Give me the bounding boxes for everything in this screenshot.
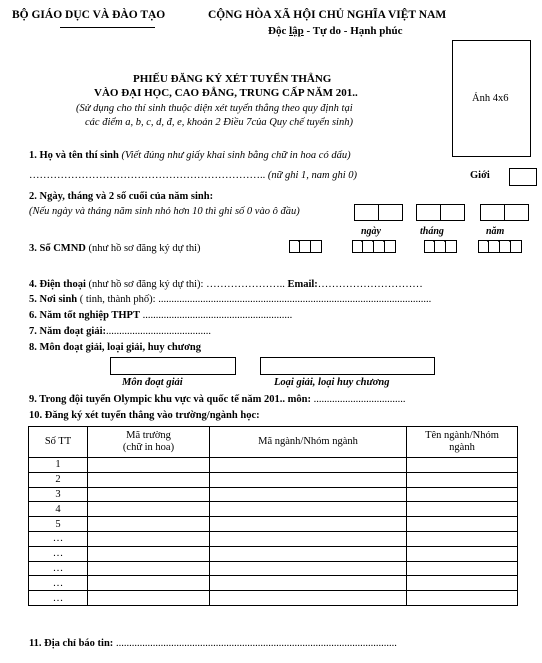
birth-year-box-2[interactable] <box>504 204 529 221</box>
id-number-cells-2[interactable] <box>352 240 396 253</box>
table-row <box>29 591 518 606</box>
major-name-cell[interactable] <box>407 472 518 487</box>
row-number: 5 <box>29 517 88 532</box>
id-cell[interactable] <box>511 240 522 253</box>
row-number: 4 <box>29 502 88 517</box>
field-1-title: 1. Họ và tên thí sinh <box>29 150 119 161</box>
field-1-note: (Viết đúng như giấy khai sinh bằng chữ in hoa có dấu) <box>118 150 351 161</box>
school-code-cell[interactable] <box>88 517 210 532</box>
form-subtitle-note: (Sử dụng cho thí sinh thuộc diện xét tuyển thẳng theo quy định tại <box>76 103 353 114</box>
motto-part-3: - Tự do - Hạnh phúc <box>303 25 403 37</box>
prize-subject-box[interactable] <box>110 357 236 375</box>
form-subtitle-note-2: các điểm a, b, c, d, đ, e, khoản 2 Điều 7của Quy chế tuyển sinh) <box>85 117 353 128</box>
field-8-label: 8. Môn đoạt giải, loại giải, huy chương <box>29 342 201 353</box>
field-9-line[interactable] <box>29 394 405 405</box>
major-name-cell[interactable] <box>407 502 518 517</box>
motto-part-1: Độc <box>268 25 290 37</box>
id-cell[interactable] <box>311 240 322 253</box>
birth-day-box-1[interactable] <box>354 204 379 221</box>
republic-name: CỘNG HÒA XÃ HỘI CHỦ NGHĨA VIỆT NAM <box>208 9 447 21</box>
row-number: … <box>29 546 88 561</box>
row-number: 3 <box>29 487 88 502</box>
table-row <box>29 502 518 517</box>
table-row <box>29 487 518 502</box>
photo-label: Ảnh 4x6 <box>472 93 509 104</box>
col-header-major-name: Tên ngành/Nhóm ngành <box>407 427 518 458</box>
major-code-cell[interactable] <box>210 487 407 502</box>
field-4-title: 4. Điện thoại <box>29 279 86 290</box>
field-7-dots: ........................................ <box>106 326 211 337</box>
prize-type-caption: Loại giải, loại huy chương <box>274 377 390 388</box>
table-row <box>29 576 518 591</box>
id-cell[interactable] <box>300 240 311 253</box>
table-body <box>29 458 518 606</box>
field-1-line[interactable] <box>29 170 357 181</box>
school-code-cell[interactable] <box>88 502 210 517</box>
year-label: năm <box>486 226 505 237</box>
birth-day-box-2[interactable] <box>378 204 403 221</box>
school-code-cell[interactable] <box>88 487 210 502</box>
field-3-label <box>29 243 201 254</box>
row-number: … <box>29 576 88 591</box>
field-4-line[interactable] <box>29 279 423 290</box>
table-row <box>29 472 518 487</box>
field-9-title: 9. Trong đội tuyển Olympic khu vực và quốc tế năm 201.. môn: <box>29 394 311 405</box>
table-header-row <box>29 427 518 458</box>
school-code-cell[interactable] <box>88 546 210 561</box>
motto-part-2: lập <box>289 25 304 37</box>
email-dots: ………………………… <box>317 279 423 290</box>
id-number-cells-3[interactable] <box>424 240 457 253</box>
prize-type-box[interactable] <box>260 357 435 375</box>
form-title: PHIẾU ĐĂNG KÝ XÉT TUYỂN THẲNG <box>133 73 332 85</box>
major-name-cell[interactable] <box>407 487 518 502</box>
major-code-cell[interactable] <box>210 458 407 473</box>
ministry-name: BỘ GIÁO DỤC VÀ ĐÀO TẠO <box>12 9 166 21</box>
major-code-cell[interactable] <box>210 576 407 591</box>
field-5-title: 5. Nơi sinh <box>29 294 78 305</box>
col-header-major-code: Mã ngành/Nhóm ngành <box>210 427 407 458</box>
gender-note: (nữ ghi 1, nam ghi 0) <box>265 170 358 181</box>
registration-table <box>28 426 518 606</box>
row-number: … <box>29 561 88 576</box>
major-code-cell[interactable] <box>210 531 407 546</box>
field-1-label <box>29 150 351 161</box>
major-code-cell[interactable] <box>210 561 407 576</box>
birth-year-box-1[interactable] <box>480 204 505 221</box>
field-7-line[interactable] <box>29 326 211 337</box>
id-cell[interactable] <box>385 240 396 253</box>
gender-box[interactable] <box>509 168 537 186</box>
table-row <box>29 546 518 561</box>
field-6-title: 6. Năm tốt nghiệp THPT <box>29 310 140 321</box>
major-name-cell[interactable] <box>407 458 518 473</box>
col-header-stt: Số TT <box>29 427 88 458</box>
major-code-cell[interactable] <box>210 502 407 517</box>
field-4-note: (như hồ sơ đăng ký dự thi): ………………….. <box>85 279 288 290</box>
major-code-cell[interactable] <box>210 472 407 487</box>
field-5-dots: ( tỉnh, thành phố): ........................................................................................................ <box>77 294 432 305</box>
field-2-note: (Nếu ngày và tháng năm sinh nhỏ hơn 10 thì ghi số 0 vào ô đầu) <box>29 206 300 217</box>
field-1-dots: ………………………………………………………….. <box>29 170 266 181</box>
school-code-cell[interactable] <box>88 591 210 606</box>
major-name-cell[interactable] <box>407 531 518 546</box>
row-number: 2 <box>29 472 88 487</box>
ministry-underline <box>60 27 155 28</box>
major-name-cell[interactable] <box>407 591 518 606</box>
day-label: ngày <box>361 226 381 237</box>
table-row <box>29 561 518 576</box>
month-label: tháng <box>420 226 444 237</box>
field-6-line[interactable] <box>29 310 292 321</box>
table-row <box>29 458 518 473</box>
motto <box>268 25 402 37</box>
table-row <box>29 517 518 532</box>
major-name-cell[interactable] <box>407 517 518 532</box>
id-cell[interactable] <box>446 240 457 253</box>
birth-month-box-1[interactable] <box>416 204 441 221</box>
field-2-label: 2. Ngày, tháng và 2 số cuối của năm sinh: <box>29 191 214 202</box>
gender-label: Giới <box>470 170 490 181</box>
prize-subject-caption: Môn đoạt giải <box>122 377 183 388</box>
birth-month-box-2[interactable] <box>440 204 465 221</box>
form-title-line2: VÀO ĐẠI HỌC, CAO ĐẲNG, TRUNG CẤP NĂM 201.. <box>94 87 358 99</box>
major-name-cell[interactable] <box>407 561 518 576</box>
field-3-note: (như hồ sơ đăng ký dự thi) <box>85 243 201 254</box>
field-5-line[interactable] <box>29 294 431 305</box>
field-11-dots: ........................................................................................................... <box>113 638 397 649</box>
school-code-cell[interactable] <box>88 561 210 576</box>
field-7-title: 7. Năm đoạt giải: <box>29 326 106 337</box>
row-number: … <box>29 591 88 606</box>
row-number: 1 <box>29 458 88 473</box>
table-row <box>29 531 518 546</box>
field-3-title: 3. Số CMND <box>29 243 86 254</box>
col-header-school-code: Mã trường (chữ in hoa) <box>88 427 210 458</box>
school-code-cell[interactable] <box>88 531 210 546</box>
major-name-cell[interactable] <box>407 576 518 591</box>
major-name-cell[interactable] <box>407 546 518 561</box>
major-code-cell[interactable] <box>210 591 407 606</box>
school-code-cell[interactable] <box>88 458 210 473</box>
id-number-cells-4[interactable] <box>478 240 522 253</box>
major-code-cell[interactable] <box>210 517 407 532</box>
school-code-cell[interactable] <box>88 576 210 591</box>
field-11-title: 11. Địa chỉ báo tin: <box>29 638 114 649</box>
field-10-label: 10. Đăng ký xét tuyển thẳng vào trường/ngành học: <box>29 410 260 421</box>
field-6-dots: ......................................................... <box>139 310 293 321</box>
field-9-dots: ................................... <box>310 394 406 405</box>
field-11-line[interactable] <box>29 638 397 649</box>
id-number-cells-1[interactable] <box>289 240 322 253</box>
school-code-cell[interactable] <box>88 472 210 487</box>
major-code-cell[interactable] <box>210 546 407 561</box>
row-number: … <box>29 531 88 546</box>
email-label: Email: <box>287 279 318 290</box>
